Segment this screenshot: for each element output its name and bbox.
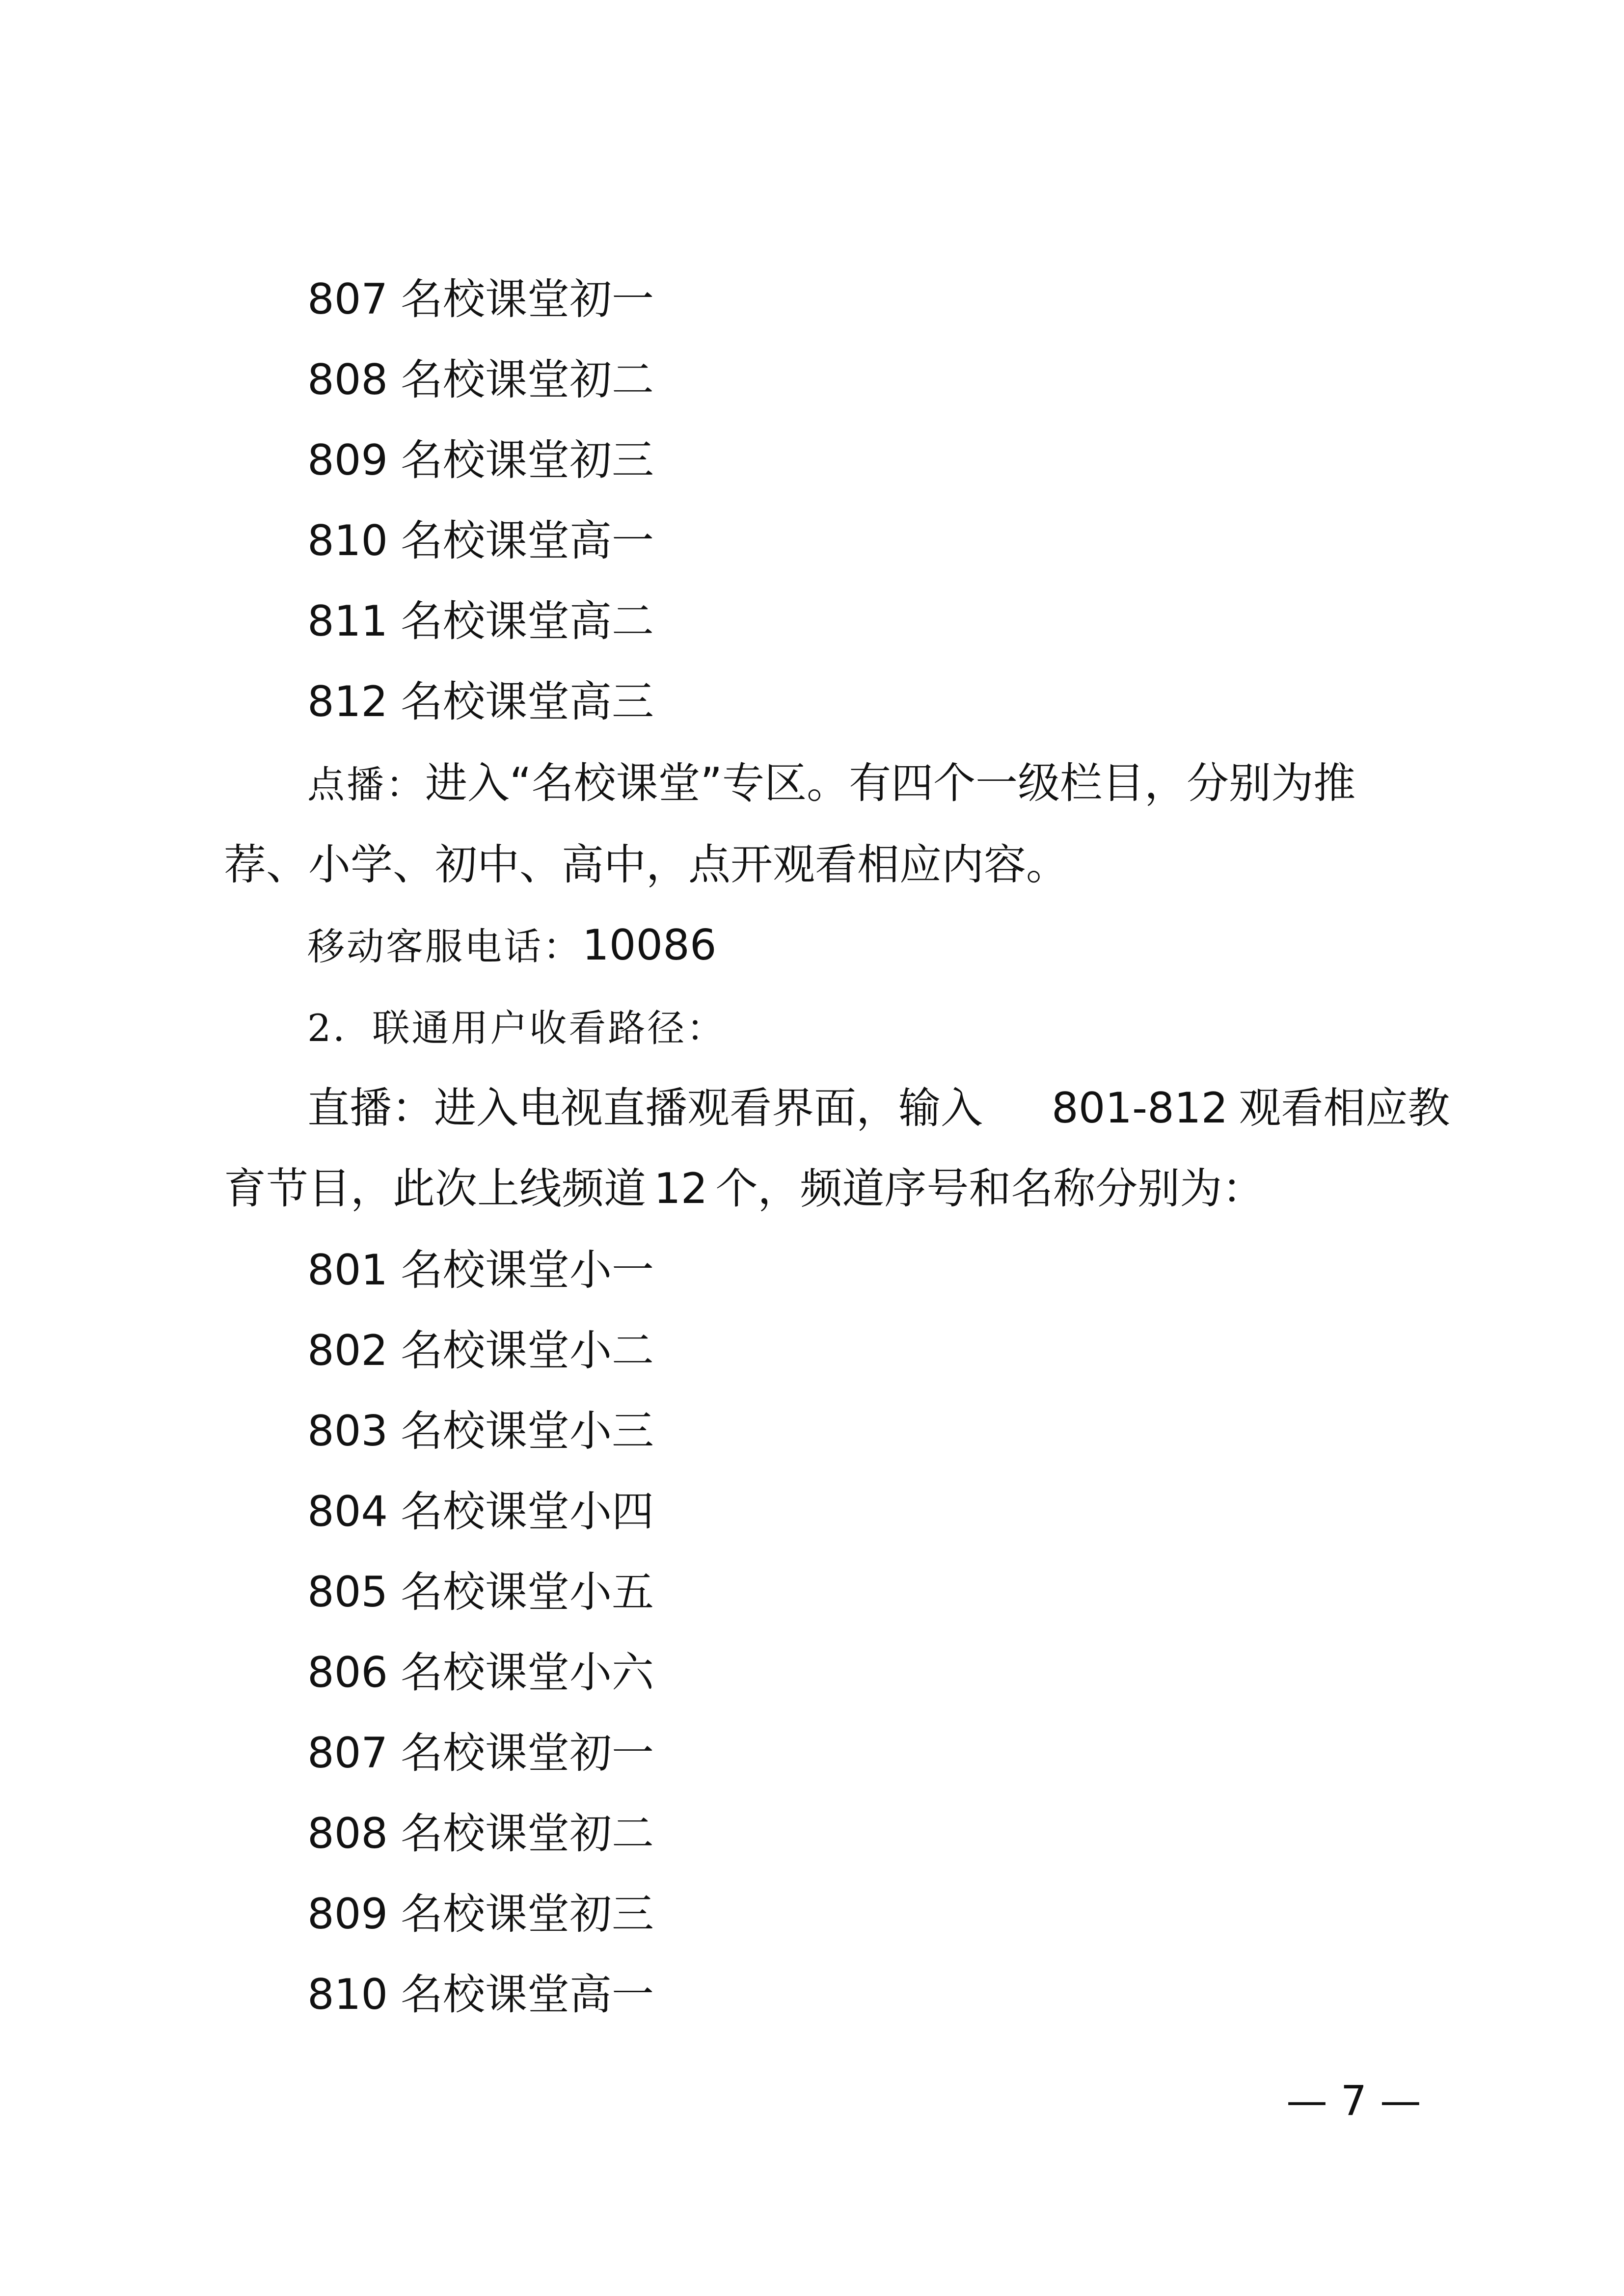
channel-number: 801 xyxy=(307,1246,388,1295)
channel-number: 807 xyxy=(307,275,388,324)
channel-row xyxy=(307,1890,654,1939)
channel-name: 名校课堂小四 xyxy=(401,1487,654,1536)
channel-name: 名校课堂小六 xyxy=(401,1648,654,1697)
live-paragraph-line-2 xyxy=(224,1164,1264,1213)
channel-number: 809 xyxy=(307,436,388,485)
channel-row xyxy=(307,1326,654,1375)
channel-number: 810 xyxy=(307,1970,388,2019)
channel-name: 名校课堂初二 xyxy=(401,355,654,404)
live-text-1-end: 观看相应教 xyxy=(1239,1084,1450,1133)
live-range: 801-812 xyxy=(1052,1084,1228,1133)
channel-number: 808 xyxy=(307,1809,388,1858)
page-number: — 7 — xyxy=(1286,2077,1421,2125)
live-text-2a: 育节目，此次上线频道 xyxy=(224,1164,646,1213)
channel-row xyxy=(307,677,654,726)
channel-row xyxy=(307,1246,654,1295)
channel-row xyxy=(307,275,654,324)
channel-name: 名校课堂高一 xyxy=(401,1970,654,2019)
channel-row xyxy=(307,597,654,646)
vod-paragraph-line-2 xyxy=(224,840,1068,889)
channel-number: 807 xyxy=(307,1729,388,1778)
channel-row xyxy=(307,516,654,565)
live-count: 12 xyxy=(654,1164,708,1213)
channel-name: 名校课堂高三 xyxy=(401,677,654,726)
vod-text-1: 进入“名校课堂”专区。有四个一级栏目，分别为推 xyxy=(425,759,1356,808)
live-text-1: 直播：进入电视直播观看界面，输入 xyxy=(307,1084,983,1133)
channel-row xyxy=(307,1648,654,1697)
channel-name: 名校课堂初一 xyxy=(401,275,654,324)
channel-row xyxy=(307,436,654,485)
channel-number: 804 xyxy=(307,1487,388,1536)
mobile-service-number: 10086 xyxy=(582,921,717,970)
mobile-service-label: 移动客服电话： xyxy=(307,925,582,968)
channel-name: 名校课堂小三 xyxy=(401,1407,654,1456)
vod-label: 点播： xyxy=(307,763,425,806)
channel-row xyxy=(307,1487,654,1536)
channel-name: 名校课堂初三 xyxy=(401,436,654,485)
channel-row xyxy=(307,355,654,404)
channel-row xyxy=(307,1809,654,1858)
channel-name: 名校课堂小五 xyxy=(401,1568,654,1617)
live-text-2b: 个，频道序号和名称分别为： xyxy=(715,1164,1265,1213)
channel-row xyxy=(307,1568,654,1617)
channel-number: 803 xyxy=(307,1407,388,1456)
channel-name: 名校课堂高一 xyxy=(401,516,654,565)
live-paragraph-line-1 xyxy=(307,1084,1450,1133)
channel-number: 809 xyxy=(307,1890,388,1939)
channel-number: 811 xyxy=(307,597,388,646)
channel-number: 812 xyxy=(307,677,388,726)
unicom-heading xyxy=(307,1002,726,1053)
vod-text-2: 荐、小学、初中、高中，点开观看相应内容。 xyxy=(224,840,1068,889)
channel-name: 名校课堂初二 xyxy=(401,1809,654,1858)
channel-name: 名校课堂初三 xyxy=(401,1890,654,1939)
channel-name: 名校课堂小一 xyxy=(401,1246,654,1295)
channel-number: 805 xyxy=(307,1568,388,1617)
vod-paragraph-line-1 xyxy=(307,759,1355,809)
channel-number: 806 xyxy=(307,1648,388,1697)
channel-name: 名校课堂初一 xyxy=(401,1729,654,1778)
mobile-service-line xyxy=(307,921,717,971)
channel-number: 802 xyxy=(307,1326,388,1375)
channel-row xyxy=(307,1970,654,2019)
channel-number: 810 xyxy=(307,516,388,565)
channel-name: 名校课堂小二 xyxy=(401,1326,654,1375)
channel-name: 名校课堂高二 xyxy=(401,597,654,646)
channel-row xyxy=(307,1729,654,1778)
channel-row xyxy=(307,1407,654,1456)
channel-number: 808 xyxy=(307,355,388,404)
unicom-heading-text: 2．联通用户收看路径： xyxy=(307,1006,726,1050)
